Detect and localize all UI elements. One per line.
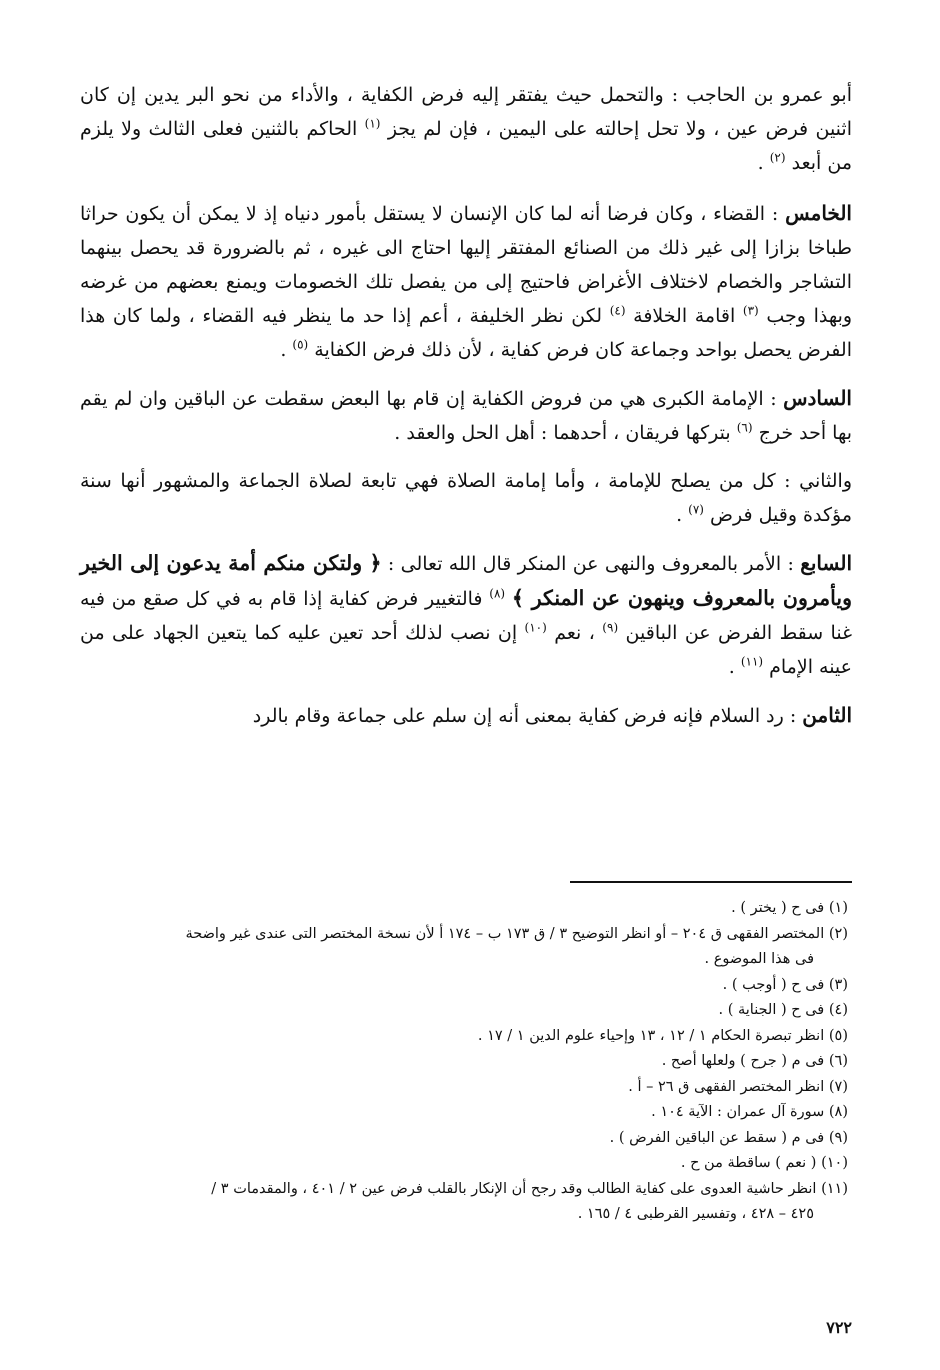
paragraph-text: . — [728, 656, 735, 678]
paragraph-text: أبو عمرو بن الحاجب : والتحمل حيث يفتقر إليه فرض الكفاية ، والأداء من نحو البر يدين إن كان اثنين فرض عين ، ولا تحل إحالته على اليمين ، فإن لم يجز — [80, 84, 852, 140]
paragraph-text: : رد السلام فإنه فرض كفاية بمعنى أنه إن سلم على جماعة وقام بالرد — [252, 705, 797, 727]
footnote-ref[interactable]: (٤) — [609, 303, 626, 318]
footnote — [80, 1126, 852, 1152]
paragraph-fifth — [80, 196, 852, 367]
footnote-number: (٢) — [828, 925, 848, 942]
footnote-continuation: ٤٢٥ – ٤٢٨ ، وتفسير القرطبى ٤ / ١٦٥ . — [577, 1206, 814, 1222]
footnote — [80, 1100, 852, 1126]
paragraph-text: ، نعم — [554, 622, 595, 644]
paragraph-sixth — [80, 381, 852, 450]
paragraph-eighth — [80, 698, 852, 733]
paragraph-text: : الإمامة الكبرى هي من فروض الكفاية إن قام بها البعض سقطت عن الباقين وان لم يقم بها أحد خرج — [80, 388, 852, 444]
paragraph-text: بتركها فريقان ، أحدهما : أهل الحل والعقد . — [394, 422, 731, 444]
paragraph-text: فالتغيير فرض كفاية إذا قام به في كل صقع من فيه غنا سقط الفرض عن الباقين — [80, 588, 853, 644]
quran-quote: ﴿ ولتكن منكم أمة يدعون إلى الخير ويأمرون بالمعروف وينهون عن المنكر ﴾ — [80, 551, 852, 610]
footnote — [80, 1075, 852, 1101]
paragraph-text: الحاكم بالثنين فعلى الثالث ولا يلزم من أبعد — [80, 118, 852, 174]
footnote-ref[interactable]: (١٠) — [524, 620, 547, 635]
footnote-text: انظر تبصرة الحكام ١ / ١٢ ، ١٣ وإحياء علوم الدين ١ / ١٧ . — [477, 1027, 825, 1044]
footnote-ref[interactable]: (٩) — [602, 620, 619, 635]
footnotes — [80, 896, 852, 1228]
footnote-ref[interactable]: (٢) — [769, 150, 786, 165]
footnote-number: (٣) — [828, 976, 848, 993]
footnote-ref[interactable]: (٦) — [736, 420, 753, 435]
paragraph-text: والثاني : كل من يصلح للإمامة ، وأما إمامة الصلاة فهي تابعة لصلاة الجماعة والمشهور أنها سنة مؤكدة وقيل فرض — [80, 470, 852, 526]
paragraph-text: : القضاء ، وكان فرضا أنه لما كان الإنسان لا يستقل بأمور دنياه إذ لا يمكن أن يكون حراثا طباخا بزازا إلى غير ذلك من الصنائع المفتقر إليها احتاج الى غيره ، ثم بالضرورة قد يحصل بينهما التشاجر والخصام لاختلاف الأغراض فاحتيج إلى من يفصل تلك الخصومات ويمنع بعضهم من غرضه وبهذا وجب — [80, 203, 853, 327]
footnote-ref[interactable]: (٥) — [292, 337, 309, 352]
footnote-text: انظر المختصر الفقهى ق ٢٦ – أ . — [628, 1078, 825, 1095]
footnote-text: فى م ( سقط عن الباقين الفرض ) . — [609, 1129, 825, 1146]
footnote-number: (٨) — [828, 1104, 848, 1120]
footnote — [80, 998, 852, 1024]
footnote-ref[interactable]: (١١) — [740, 654, 764, 669]
footnote — [80, 922, 852, 973]
paragraph-text: . — [757, 152, 764, 174]
footnote-text: ( نعم ) ساقطة من ح . — [680, 1155, 817, 1171]
footnote-number: (١٠) — [821, 1155, 848, 1171]
paragraph-text: اقامة الخلافة — [633, 305, 736, 327]
paragraph-ibn-hajib — [80, 78, 852, 180]
paragraph-seventh — [80, 546, 852, 684]
footnote-number: (٥) — [828, 1027, 848, 1044]
footnote-ref[interactable]: (٣) — [742, 303, 759, 318]
paragraph-text: : الأمر بالمعروف والنهى عن المنكر قال الله تعالى : — [387, 553, 794, 575]
footnote-text: انظر حاشية العدوى على كفاية الطالب وقد رجح أن الإنكار بالقلب فرض عين ٢ / ٤٠١ ، والمقدمات ٣ / — [211, 1180, 817, 1197]
footnote-ref[interactable]: (٧) — [688, 502, 704, 517]
footnote-number: (٧) — [828, 1078, 848, 1095]
footnote — [80, 1049, 852, 1075]
footnote — [80, 1177, 852, 1228]
footnote-ref[interactable]: (١) — [364, 116, 381, 131]
footnote — [80, 973, 852, 999]
footnote — [80, 1024, 852, 1050]
footnote-text: فى ح ( أوجب ) . — [722, 976, 825, 993]
footnote — [80, 1151, 852, 1177]
footnote-text: المختصر الفقهى ق ٢٠٤ – أو انظر التوضيح ٣ / ق ١٧٣ ب – ١٧٤ أ لأن نسخة المختصر التى عندى غير واضحة — [185, 925, 825, 942]
footnote-ref[interactable]: (٨) — [489, 586, 506, 601]
footnote-text: فى ح ( الجناية ) . — [718, 1002, 825, 1018]
footnote-text: فى م ( جرح ) ولعلها أصح . — [661, 1053, 825, 1069]
footnote-continuation: فى هذا الموضوع . — [704, 951, 814, 967]
footnote-text: سورة آل عمران : الآية ١٠٤ . — [651, 1104, 825, 1120]
section-heading-fifth: الخامس — [785, 201, 852, 225]
section-heading-sixth: السادس — [783, 386, 852, 410]
paragraph-second-kind — [80, 464, 852, 532]
page-body — [80, 78, 852, 1348]
footnote-number: (٤) — [828, 1002, 848, 1018]
paragraph-text: . — [280, 339, 287, 361]
footnote-number: (٩) — [828, 1129, 848, 1146]
footnote-number: (٦) — [828, 1053, 848, 1069]
paragraph-text: . — [676, 504, 683, 526]
footnote-separator — [570, 881, 852, 883]
footnote-number: (١١) — [821, 1180, 848, 1197]
section-heading-seventh: السابع — [800, 551, 853, 575]
footnote — [80, 896, 852, 922]
paragraph-text: إن نصب لذلك أحد تعين عليه كما يتعين الجهاد على من عينه الإمام — [80, 622, 852, 678]
paragraph-text: لكن نظر الخليفة ، أعم إذا حد ما ينظر فيه القضاء ، ولما كان هذا الفرض يحصل بواحد وجماعة كان فرض كفاية ، لأن ذلك فرض الكفاية — [80, 305, 852, 361]
footnote-number: (١) — [828, 900, 848, 916]
footnote-text: فى ح ( يختر ) . — [731, 900, 825, 916]
section-heading-eighth: الثامن — [802, 703, 852, 727]
page-number: ٧٢٢ — [826, 1318, 852, 1337]
